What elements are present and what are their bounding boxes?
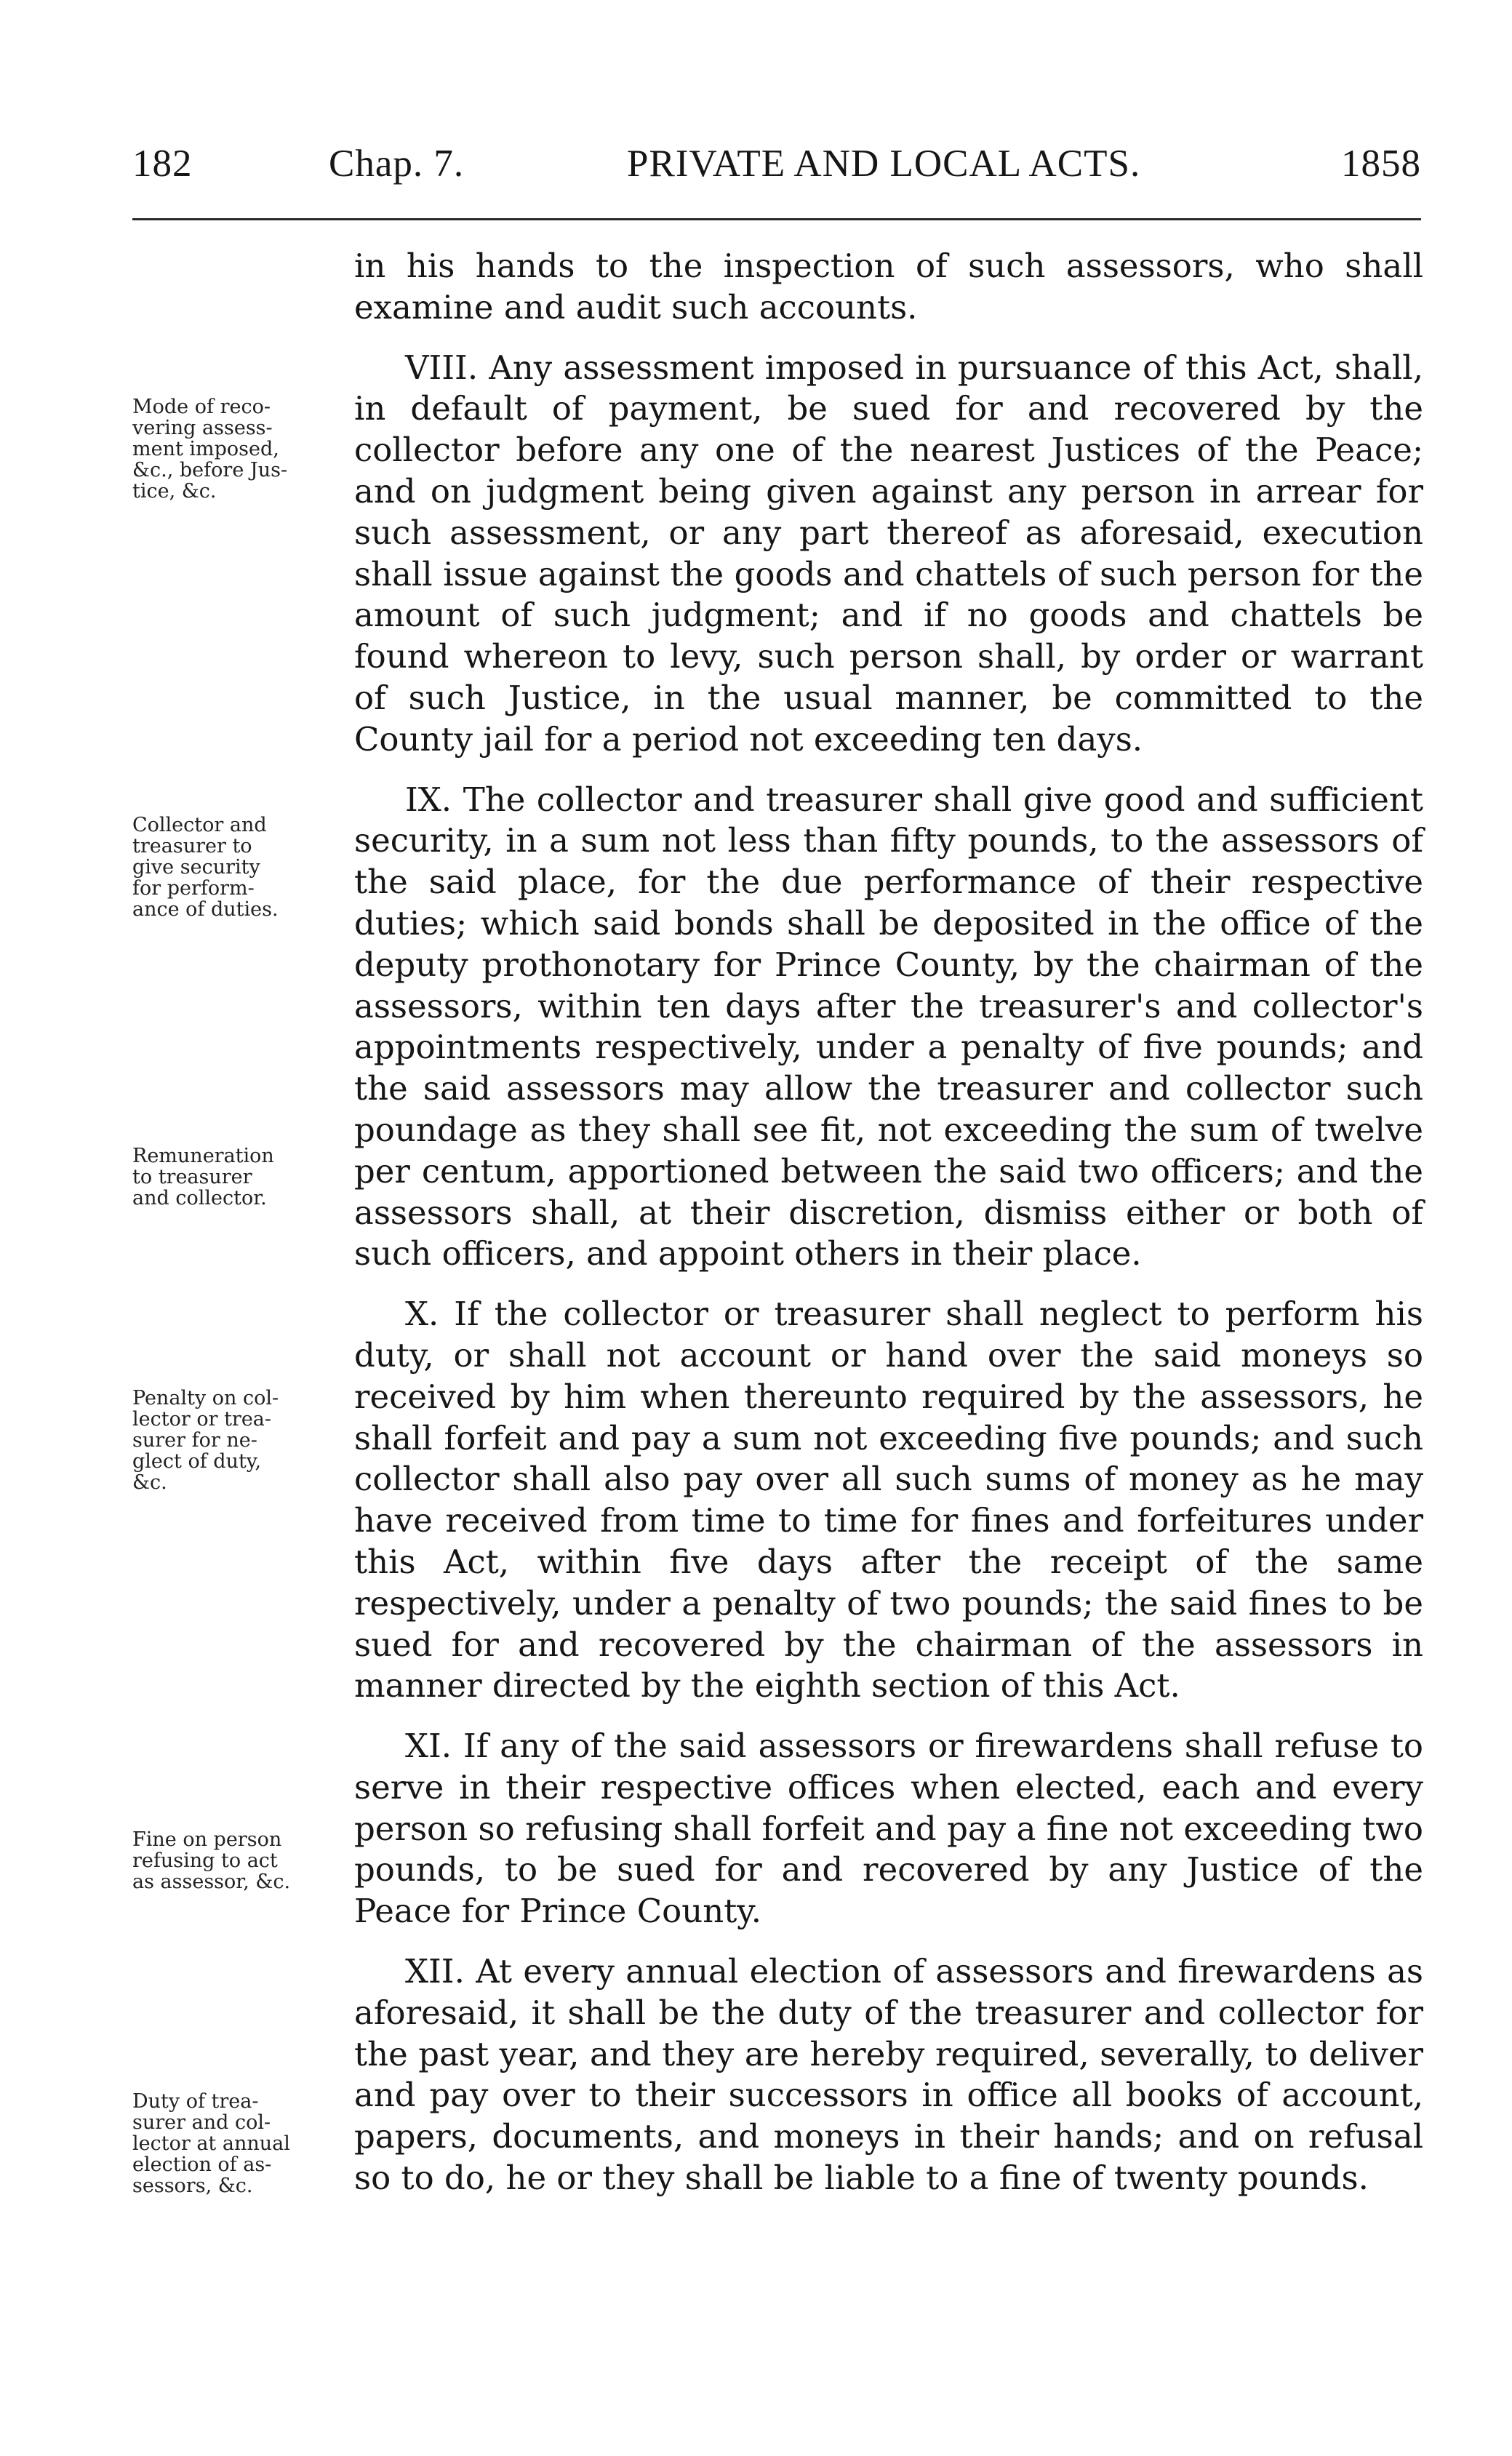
chapter-label: Chap. 7.: [329, 143, 465, 185]
running-title: PRIVATE AND LOCAL ACTS.: [627, 143, 1141, 185]
page-number: 182: [132, 143, 193, 185]
section-xi: XI. If any of the said assessors or firewardens shall refuse to serve in their respective offices when elected, each and every person so refusing shall forfeit and pay a fine not exceeding two pounds, to be sued for and recovered by any Justice of the Peace for Prince County.: [354, 1727, 1423, 1931]
section-xii: XII. At every annual election of assessors and firewardens as aforesaid, it shall be the duty of the treasurer and collector for the past year, and they are hereby required, severally, to deliver and pay over to their successors in office all books of account, papers, documents, and moneys in their hands; and on refusal so to do, he or they shall be liable to a fine of twenty pounds.: [354, 1952, 1423, 2198]
running-header: [132, 142, 1421, 200]
section-x: X. If the collector or treasurer shall neglect to perform his duty, or shall not account or hand over the said moneys so received by him when thereunto required by the assessors, he shall forfeit and pay a sum not exceeding five pounds; and such collector shall also pay over all such sums of money as he may have received from time to time for fines and forfeitures under this Act, within five days after the receipt of the same respectively, under a penalty of two pounds; the said fines to be sued for and recovered by the chairman of the assessors in manner directed by the eighth section of this Act.: [354, 1295, 1423, 1705]
year-label: 1858: [1341, 143, 1421, 185]
section-viii: VIII. Any assessment imposed in pursuance of this Act, shall, in default of payment, be sued for and recovered by the collector before any one of the nearest Justices of the Peace; and on judgment being given against any person in arrear for such assessment, or any part thereof as aforesaid, execution shall issue against the goods and chattels of such person for the amount of such judgment; and if no goods and chattels be found whereon to levy, such person shall, by order or warrant of such Justice, in the usual manner, be committed to the County jail for a period not exceeding ten days.: [354, 348, 1423, 759]
sidenote-remuneration: Remuneration to treasurer and collector.: [132, 1145, 274, 1209]
sidenote-duty-at-election: Duty of trea- surer and col- lector at annual election of as- sessors, &c.: [132, 2090, 290, 2197]
section-ix: IX. The collector and treasurer shall give good and sufficient security, in a sum not less than fifty pounds, to the assessors of the said place, for the due performance of their respective duties; which said bonds shall be deposited in the office of the deputy prothonotary for Prince County, by the chairman of the assessors, within ten days after the treasurer's and collector's appointments respectively, under a penalty of five pounds; and the said assessors may allow the treasurer and collector such poundage as they shall see fit, not exceeding the sum of twelve per centum, apportioned between the said two officers; and the assessors shall, at their discretion, dismiss either or both of such officers, and appoint others in their place.: [354, 780, 1423, 1273]
sidenote-penalty-neglect: Penalty on col- lector or trea- surer for ne- glect of duty, &c.: [132, 1387, 279, 1494]
sidenote-fine-refusing: Fine on person refusing to act as assessor, &c.: [132, 1828, 291, 1893]
header-rule: [132, 218, 1421, 220]
main-text: [354, 246, 1423, 2218]
sidenote-mode-of-recovering: Mode of reco- vering assess- ment imposed, &c., before Jus- tice, &c.: [132, 396, 288, 503]
sidenote-collector-security: Collector and treasurer to give security for perform- ance of duties.: [132, 814, 279, 921]
paragraph-continued: in his hands to the inspection of such assessors, who shall examine and audit such accounts.: [354, 247, 1423, 327]
